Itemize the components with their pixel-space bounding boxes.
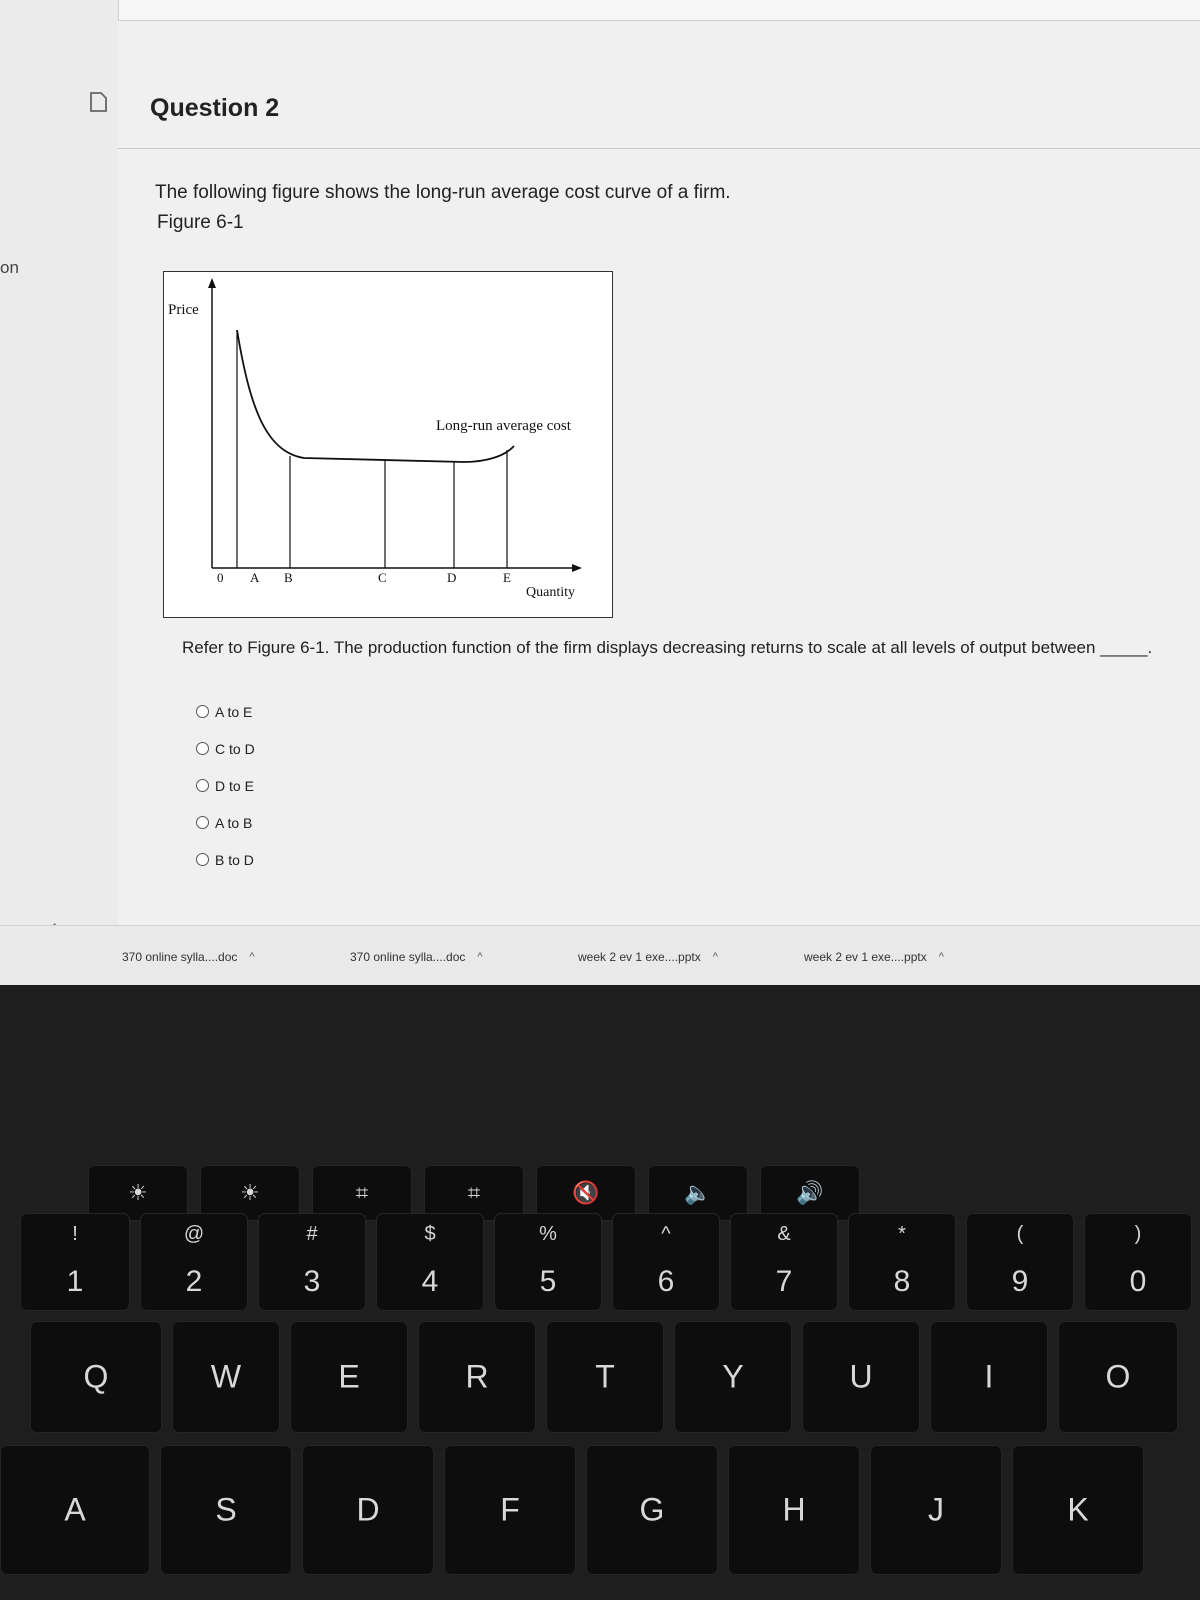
point-label-d: D bbox=[447, 570, 457, 585]
top-panel-box bbox=[118, 0, 1200, 21]
key-7[interactable] bbox=[730, 1213, 838, 1311]
question-title: Question 2 bbox=[150, 94, 280, 122]
option-label: C to D bbox=[215, 740, 255, 757]
key-number: 5 bbox=[539, 1265, 557, 1298]
key-k[interactable] bbox=[1012, 1445, 1144, 1575]
key-t[interactable] bbox=[546, 1321, 664, 1433]
key-8[interactable] bbox=[848, 1213, 956, 1311]
key-number: 6 bbox=[657, 1265, 675, 1298]
point-label-e: E bbox=[503, 570, 511, 585]
key-9[interactable] bbox=[966, 1213, 1074, 1311]
key-letter: D bbox=[356, 1491, 380, 1528]
volume-up-key[interactable]: 🔊 bbox=[760, 1165, 860, 1221]
divider bbox=[118, 148, 1200, 149]
key-5[interactable] bbox=[494, 1213, 602, 1311]
key-number: 0 bbox=[1129, 1265, 1147, 1298]
chevron-up-icon[interactable]: ^ bbox=[477, 951, 483, 963]
key-symbol: ) bbox=[1134, 1223, 1142, 1245]
key-symbol: * bbox=[898, 1223, 906, 1245]
option-label: B to D bbox=[215, 851, 254, 868]
key-1[interactable] bbox=[20, 1213, 130, 1311]
key-i[interactable] bbox=[930, 1321, 1048, 1433]
radio-button[interactable] bbox=[196, 853, 209, 866]
question-text: Refer to Figure 6-1. The production function of the firm displays decreasing returns to scale at all levels of output between _____. bbox=[182, 638, 1153, 657]
download-item[interactable] bbox=[350, 950, 483, 964]
download-item[interactable] bbox=[804, 950, 944, 964]
lrac-curve bbox=[237, 330, 514, 462]
key-number: 9 bbox=[1011, 1265, 1029, 1298]
option-c-to-d[interactable] bbox=[196, 730, 255, 767]
volume-down-key[interactable]: 🔈 bbox=[648, 1165, 748, 1221]
key-letter: Q bbox=[83, 1358, 109, 1395]
left-fragment-on: on bbox=[0, 258, 19, 277]
key-0[interactable] bbox=[1084, 1213, 1192, 1311]
key-letter: S bbox=[215, 1491, 237, 1528]
option-label: A to B bbox=[215, 814, 253, 831]
option-label: A to E bbox=[215, 703, 253, 720]
key-s[interactable] bbox=[160, 1445, 292, 1575]
key-h[interactable] bbox=[728, 1445, 860, 1575]
option-a-to-e[interactable] bbox=[196, 693, 255, 730]
option-label: D to E bbox=[215, 777, 254, 794]
key-letter: O bbox=[1105, 1358, 1131, 1395]
point-label-a: A bbox=[250, 570, 260, 585]
x-axis-arrow-icon bbox=[572, 564, 582, 572]
key-symbol: ( bbox=[1016, 1223, 1024, 1245]
key-q[interactable] bbox=[30, 1321, 162, 1433]
lrac-graph bbox=[164, 272, 612, 617]
radio-button[interactable] bbox=[196, 816, 209, 829]
chevron-up-icon[interactable]: ^ bbox=[249, 951, 255, 963]
key-letter: H bbox=[782, 1491, 806, 1528]
key-symbol: & bbox=[777, 1223, 791, 1245]
key-number: 8 bbox=[893, 1265, 911, 1298]
curve-label: Long-run average cost bbox=[436, 418, 571, 434]
key-number: 1 bbox=[66, 1265, 84, 1298]
key-6[interactable] bbox=[612, 1213, 720, 1311]
key-g[interactable] bbox=[586, 1445, 718, 1575]
key-symbol: # bbox=[306, 1223, 318, 1245]
key-number: 2 bbox=[185, 1265, 203, 1298]
key-2[interactable] bbox=[140, 1213, 248, 1311]
flag-question-icon[interactable] bbox=[88, 90, 108, 114]
key-3[interactable] bbox=[258, 1213, 366, 1311]
key-symbol: ! bbox=[72, 1223, 78, 1245]
key-r[interactable] bbox=[418, 1321, 536, 1433]
download-name: 370 online sylla....doc bbox=[350, 950, 466, 964]
download-item[interactable] bbox=[578, 950, 718, 964]
x-axis-label: Quantity bbox=[526, 585, 575, 600]
key-d[interactable] bbox=[302, 1445, 434, 1575]
mute-key[interactable]: 🔇 bbox=[536, 1165, 636, 1221]
point-label-c: C bbox=[378, 570, 387, 585]
key-symbol: @ bbox=[183, 1223, 205, 1245]
y-axis-arrow-icon bbox=[208, 278, 216, 288]
key-number: 4 bbox=[421, 1265, 439, 1298]
brightness-down-key[interactable]: ☀ bbox=[88, 1165, 188, 1221]
y-axis-label: Price bbox=[168, 302, 199, 318]
key-letter: K bbox=[1067, 1491, 1089, 1528]
key-letter: G bbox=[639, 1491, 665, 1528]
key-y[interactable] bbox=[674, 1321, 792, 1433]
key-letter: F bbox=[500, 1491, 520, 1528]
radio-button[interactable] bbox=[196, 779, 209, 792]
key-symbol: % bbox=[539, 1223, 557, 1245]
key-f[interactable] bbox=[444, 1445, 576, 1575]
key-letter: E bbox=[338, 1358, 360, 1395]
radio-button[interactable] bbox=[196, 742, 209, 755]
origin-label: 0 bbox=[217, 570, 224, 585]
key-letter: J bbox=[928, 1491, 944, 1528]
key-letter: R bbox=[465, 1358, 489, 1395]
chevron-up-icon[interactable]: ^ bbox=[712, 951, 718, 963]
key-letter: Y bbox=[722, 1358, 744, 1395]
download-name: week 2 ev 1 exe....pptx bbox=[804, 950, 927, 964]
answer-options bbox=[196, 693, 255, 878]
key-j[interactable] bbox=[870, 1445, 1002, 1575]
radio-button[interactable] bbox=[196, 705, 209, 718]
key-u[interactable] bbox=[802, 1321, 920, 1433]
key-number: 7 bbox=[775, 1265, 793, 1298]
laptop-keyboard bbox=[0, 985, 1200, 1600]
key-e[interactable] bbox=[290, 1321, 408, 1433]
chevron-up-icon[interactable]: ^ bbox=[938, 951, 944, 963]
key-letter: T bbox=[595, 1358, 615, 1395]
download-item[interactable] bbox=[122, 950, 255, 964]
key-symbol: ^ bbox=[661, 1223, 671, 1245]
download-name: 370 online sylla....doc bbox=[122, 950, 238, 964]
key-w[interactable] bbox=[172, 1321, 280, 1433]
point-label-b: B bbox=[284, 570, 293, 585]
key-letter: U bbox=[849, 1358, 873, 1395]
keyboard-light-up-key[interactable]: ⌗ bbox=[424, 1165, 524, 1221]
cost-curve-figure bbox=[163, 271, 613, 618]
option-d-to-e[interactable] bbox=[196, 767, 255, 804]
option-b-to-d[interactable] bbox=[196, 841, 255, 878]
key-symbol: $ bbox=[424, 1223, 436, 1245]
question-prompt: The following figure shows the long-run average cost curve of a firm. bbox=[155, 182, 731, 203]
brightness-up-key[interactable]: ☀ bbox=[200, 1165, 300, 1221]
left-panel bbox=[0, 0, 118, 985]
key-letter: A bbox=[64, 1491, 86, 1528]
key-number: 3 bbox=[303, 1265, 321, 1298]
key-o[interactable] bbox=[1058, 1321, 1178, 1433]
option-a-to-b[interactable] bbox=[196, 804, 255, 841]
figure-label: Figure 6-1 bbox=[157, 212, 244, 233]
key-4[interactable] bbox=[376, 1213, 484, 1311]
key-letter: W bbox=[210, 1358, 242, 1395]
download-name: week 2 ev 1 exe....pptx bbox=[578, 950, 701, 964]
keyboard-light-down-key[interactable]: ⌗ bbox=[312, 1165, 412, 1221]
key-letter: I bbox=[984, 1358, 994, 1395]
key-a[interactable] bbox=[0, 1445, 150, 1575]
